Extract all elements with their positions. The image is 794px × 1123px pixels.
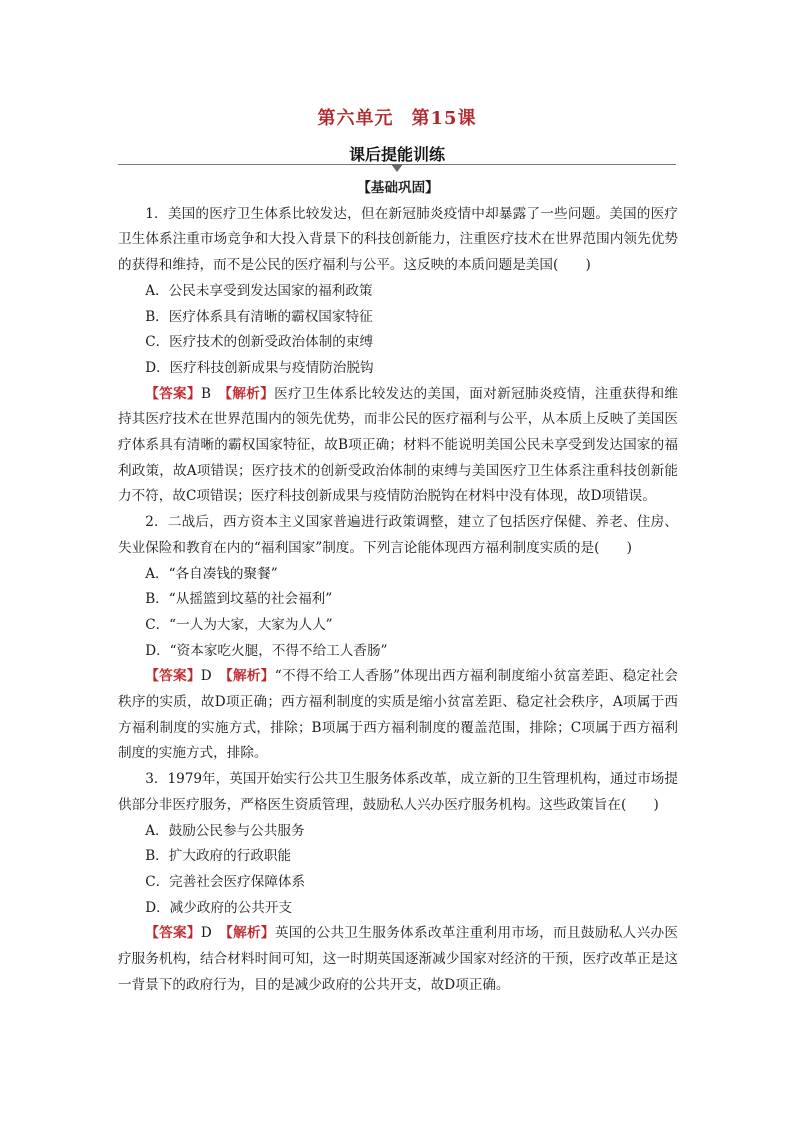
option-d: D．减少政府的公共开支 [145, 899, 293, 916]
option-c: C．完善社会医疗保障体系 [145, 873, 306, 890]
answer-label: 【答案】 [145, 385, 201, 402]
option-a: A．鼓励公民参与公共服务 [145, 822, 305, 839]
divider-arrow-icon [391, 164, 403, 172]
question-1 [118, 202, 678, 510]
question-stem: 2．二战后，西方资本主义国家普遍进行政策调整，建立了包括医疗保健、养老、住房、失业保险和教育在内的“福利国家”制度。下列言论能体现西方福利制度实质的是( ) [118, 514, 678, 556]
unit-title [0, 104, 794, 130]
answer-value: D [200, 668, 212, 685]
answer-block [118, 664, 678, 767]
analysis-text: 医疗卫生体系比较发达的美国，面对新冠肺炎疫情，注重获得和维持其医疗技术在世界范围内的领先优势，而非公民的医疗福利与公平，从本质上反映了美国医疗体系具有清晰的霸权国家特征，故B项正确；材料不能说明美国公民未享受到发达国家的福利政策，故A项错误；医疗技术的创新受政治体制的束缚与美国医疗卫生体系注重科技创新能力不符，故C项错误；医疗科技创新成果与疫情防治脱钩在材料中没有体现，故D项错误。 [118, 385, 679, 505]
answer-value: B [200, 385, 211, 402]
section-heading: 【基础巩固】 [357, 180, 439, 196]
option-d: D．“资本家吃火腿，不得不给工人香肠” [145, 642, 388, 659]
question-2 [118, 510, 678, 767]
option-a: A．“各自凑钱的聚餐” [145, 565, 278, 582]
option-b: B．“从摇篮到坟墓的社会福利” [145, 591, 333, 608]
option-c: C．医疗技术的创新受政治体制的束缚 [145, 334, 374, 351]
option-b: B．扩大政府的行政职能 [145, 848, 292, 865]
answer-block [118, 921, 678, 998]
answer-label: 【答案】 [145, 668, 201, 685]
unit-name: 第六单元 [317, 108, 394, 129]
analysis-label: 【解析】 [225, 925, 275, 942]
option-a: A．公民未享受到发达国家的福利政策 [145, 282, 373, 299]
option-c: C．“一人为大家，大家为人人” [145, 616, 333, 633]
question-stem: 1．美国的医疗卫生体系比较发达，但在新冠肺炎疫情中却暴露了一些问题。美国的医疗卫生体系注重市场竞争和大投入背景下的科技创新能力，注重医疗技术在世界范围内领先优势的获得和维持，而不是公民的医疗福利与公平。这反映的本质问题是美国( ) [118, 205, 678, 274]
analysis-label: 【解析】 [225, 385, 275, 402]
analysis-text: 英国的公共卫生服务体系改革注重利用市场，而且鼓励私人兴办医疗服务机构，结合材料时间可知，这一时期英国逐渐减少国家对经济的干预，医疗改革正是这一背景下的政府行为，目的是减少政府的公共开支，故D项正确。 [118, 925, 679, 993]
option-d: D．医疗科技创新成果与疫情防治脱钩 [145, 359, 374, 376]
answer-label: 【答案】 [145, 925, 201, 942]
page-subtitle: 课后提能训练 [348, 145, 445, 164]
answer-block [118, 382, 678, 511]
analysis-label: 【解析】 [225, 668, 275, 685]
question-3 [118, 767, 678, 998]
lesson-name: 第15课 [411, 108, 477, 129]
option-b: B．医疗体系具有清晰的霸权国家特征 [145, 308, 373, 325]
answer-value: D [200, 925, 212, 942]
content-body [118, 176, 678, 999]
analysis-text: “不得不给工人香肠”体现出西方福利制度缩小贫富差距、稳定社会秩序的实质，故D项正确；西方福利制度的实质是缩小贫富差距、稳定社会秩序，A项属于西方福利制度的实施方式，排除；B项属于西方福利制度的覆盖范围，排除；C项属于西方福利制度的实施方式，排除。 [118, 668, 679, 762]
question-stem: 3．1979年，英国开始实行公共卫生服务体系改革，成立新的卫生管理机构，通过市场提供部分非医疗服务，严格医生资质管理，鼓励私人兴办医疗服务机构。这些政策旨在( ) [118, 771, 678, 813]
